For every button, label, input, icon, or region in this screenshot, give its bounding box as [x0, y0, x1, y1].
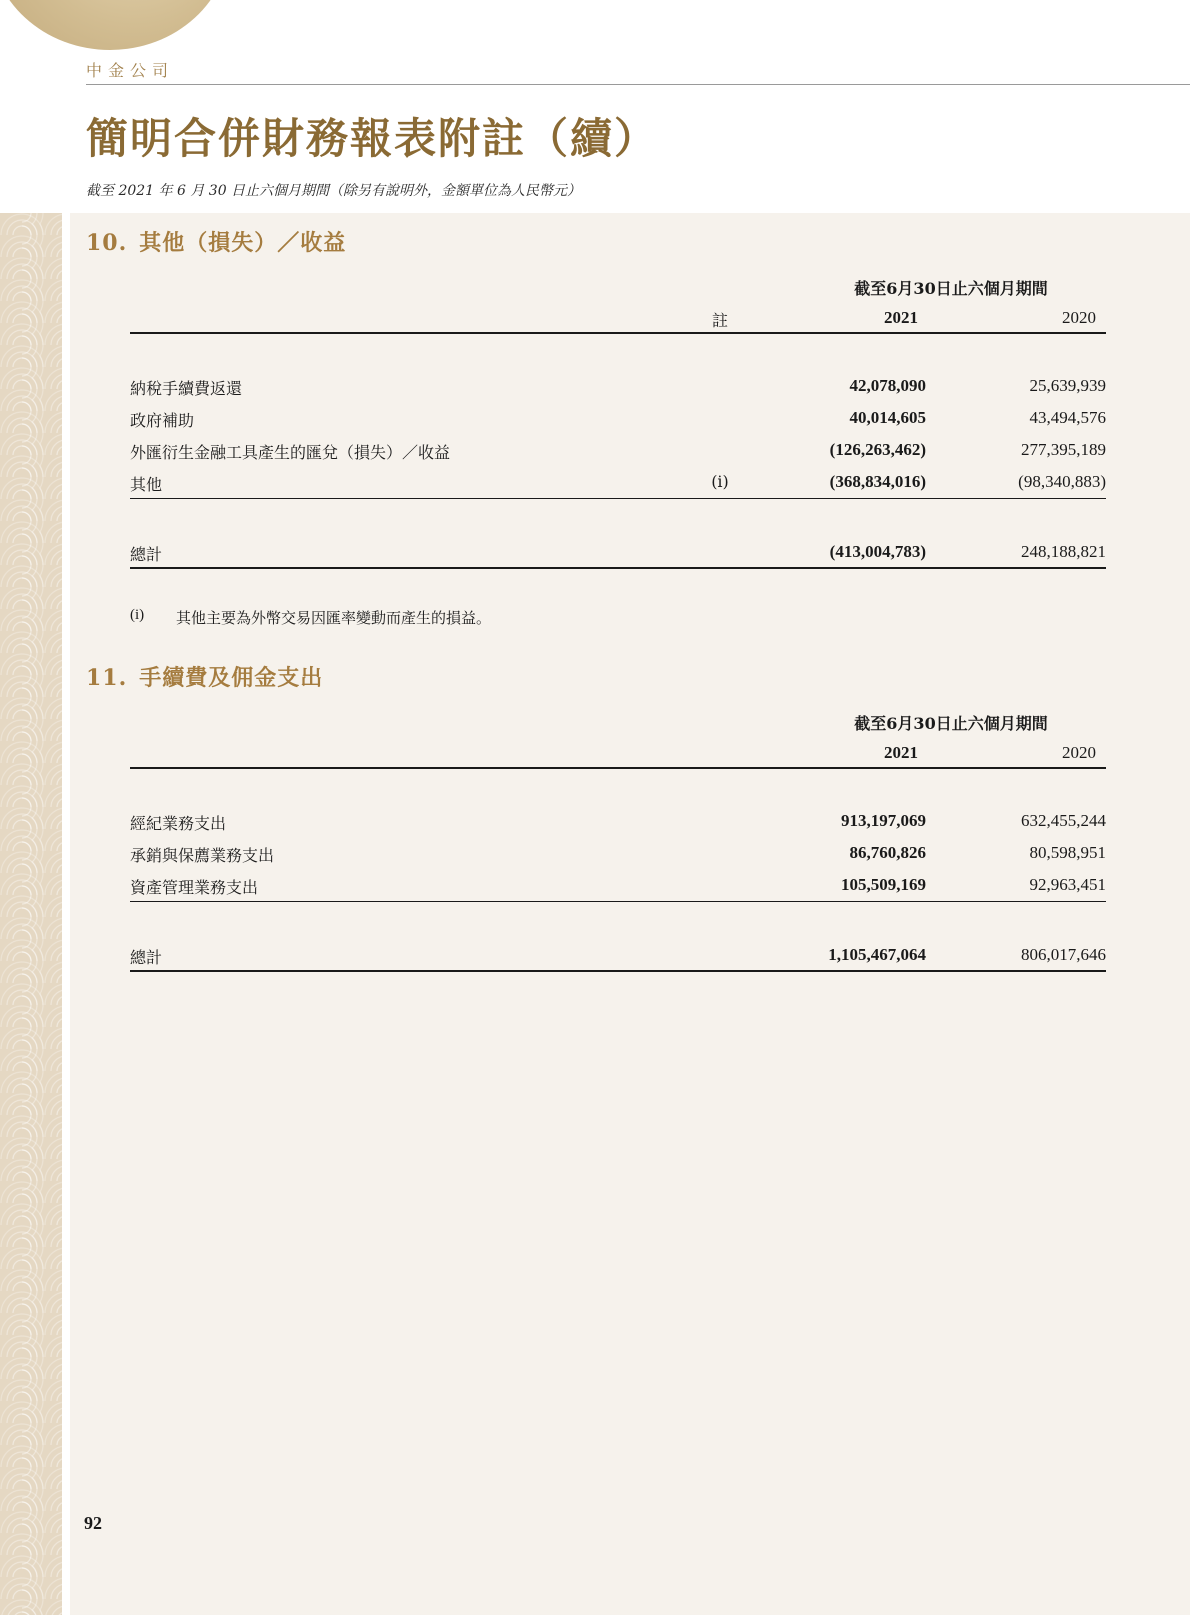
table-row	[130, 376, 1106, 402]
total-value-2021: 1,105,467,064	[828, 945, 926, 964]
brand-seal-decoration	[0, 0, 230, 50]
row-value-2021: 86,760,826	[849, 843, 926, 862]
row-label: 承銷與保薦業務支出	[130, 846, 275, 865]
year-2020-header: 2020	[1062, 743, 1096, 762]
year-2021-header: 2021	[884, 743, 918, 762]
row-label: 政府補助	[130, 411, 195, 430]
page-title: 簡明合併財務報表附註（續）	[86, 114, 659, 163]
row-value-2021: 42,078,090	[849, 376, 926, 395]
page-number: 92	[84, 1513, 102, 1533]
total-value-2020: 806,017,646	[1021, 945, 1106, 964]
row-value-2020: (98,340,883)	[1018, 472, 1106, 491]
row-label: 資產管理業務支出	[130, 878, 259, 897]
row-label: 外匯衍生金融工具產生的匯兌（損失）／收益	[130, 443, 451, 462]
wave-pattern-strip	[0, 213, 62, 1615]
total-label: 總計	[130, 948, 163, 967]
total-label: 總計	[130, 545, 163, 564]
section-10-heading: 其他（損失）／收益	[139, 230, 347, 256]
brand-name: 中金公司	[86, 61, 175, 80]
total-value-2021: (413,004,783)	[829, 542, 926, 561]
row-label: 經紀業務支出	[130, 814, 227, 833]
row-value-2020: 277,395,189	[1021, 440, 1106, 459]
table-row	[130, 408, 1106, 434]
table-row	[130, 472, 1106, 498]
table-row	[130, 440, 1106, 466]
row-value-2020: 43,494,576	[1029, 408, 1106, 427]
header-divider	[86, 84, 1190, 85]
footnote-mark: (i)	[130, 607, 145, 623]
footnote-text: 其他主要為外幣交易因匯率變動而產生的損益。	[176, 609, 492, 627]
total-row	[130, 542, 1106, 568]
row-label: 納稅手續費返還	[130, 379, 243, 398]
row-value-2021: 913,197,069	[841, 811, 926, 830]
header-rule	[130, 767, 1106, 769]
total-rule	[130, 970, 1106, 972]
row-value-2021: 40,014,605	[849, 408, 926, 427]
table-row	[130, 811, 1106, 837]
total-value-2020: 248,188,821	[1021, 542, 1106, 561]
total-row	[130, 945, 1106, 971]
row-value-2021: (126,263,462)	[829, 440, 926, 459]
total-rule	[130, 567, 1106, 569]
section-10-title	[86, 226, 346, 257]
row-label: 其他	[130, 475, 163, 494]
header-rule	[130, 332, 1106, 334]
page-subtitle: 截至 2021 年 6 月 30 日止六個月期間（除另有說明外，金額單位為人民幣元）	[86, 183, 582, 199]
row-value-2021: 105,509,169	[841, 875, 926, 894]
period-header: 截至6月30日止六個月期間	[854, 714, 1048, 733]
table-row	[130, 875, 1106, 901]
row-note: (i)	[711, 472, 729, 491]
row-value-2020: 92,963,451	[1029, 875, 1106, 894]
period-header: 截至6月30日止六個月期間	[854, 279, 1048, 298]
note-column-header: 註	[711, 311, 728, 330]
table-row	[130, 843, 1106, 869]
section-11-number: 11.	[86, 665, 128, 691]
section-10-number: 10.	[86, 230, 128, 256]
section-11-heading: 手續費及佣金支出	[139, 665, 324, 691]
subtotal-rule	[130, 498, 1106, 499]
row-value-2021: (368,834,016)	[829, 472, 926, 491]
section-11-title	[86, 661, 323, 692]
row-value-2020: 632,455,244	[1021, 811, 1106, 830]
year-2020-header: 2020	[1062, 308, 1096, 327]
row-value-2020: 80,598,951	[1029, 843, 1106, 862]
subtotal-rule	[130, 901, 1106, 902]
row-value-2020: 25,639,939	[1029, 376, 1106, 395]
year-2021-header: 2021	[884, 308, 918, 327]
